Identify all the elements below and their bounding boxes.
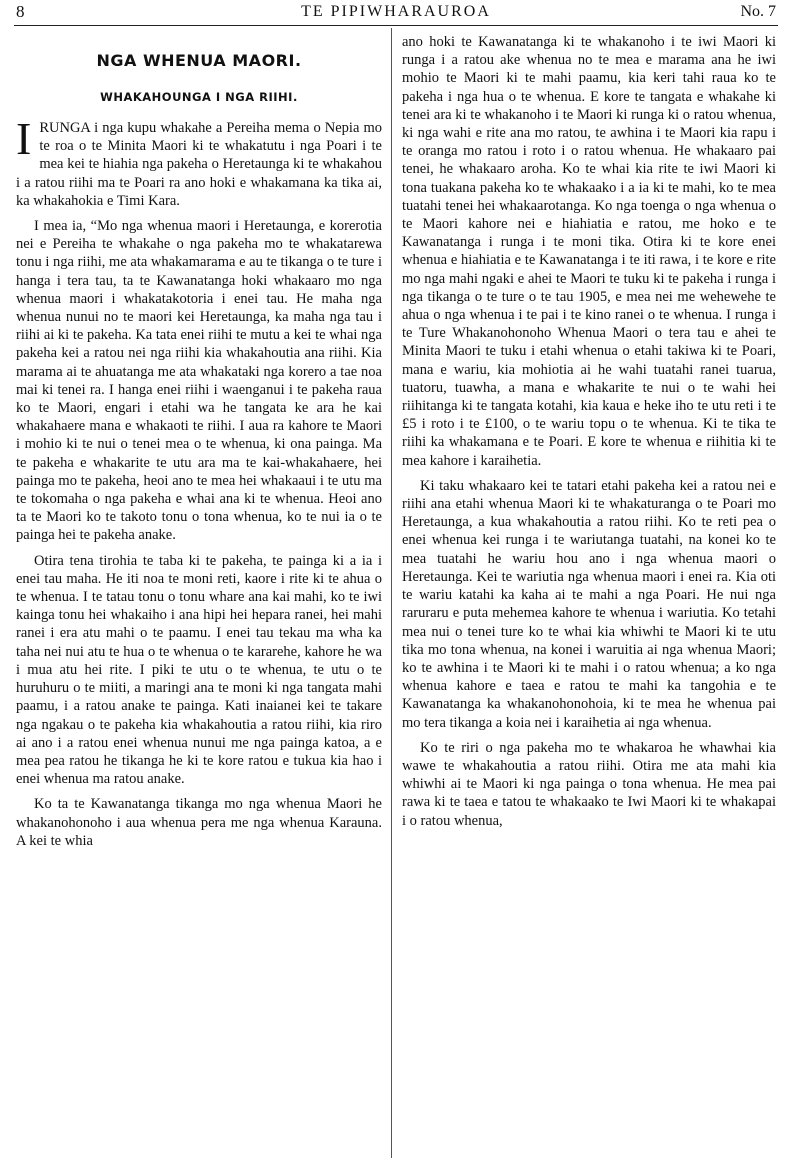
article-subtitle: WHAKAHOUNGA I NGA RIIHI. <box>100 90 298 104</box>
issue-number: No. 7 <box>740 3 776 20</box>
drop-cap: I <box>16 113 32 164</box>
page-header <box>0 0 792 26</box>
paragraph-2: I mea ia, “Mo nga whenua maori i Heretaunga, e korerotia nei e Pereiha te whakahe o nga pakeha mo te whakatarewa tonu i nga riihi, me ata whakamarama e au te tikanga o te ture i hanga i tera tau, ta te Kawanatanga hoki whakaaro mo nga whenua maori i whakatakotoria i enei tau. He maha nga whenua nunui no te maori kei Heretaunga, ka maha nga tau i riihi ai ki te pakeha. Ka tata enei riihi te mutu a kei te whai nga pakeha kei a ratou nei nga riihi kia whakahoutia ana riihi. Kia marama ai te ahuatanga me ata whakataki nga korero a tae noa mai ki tenei ra. I hanga enei riihi i waenganui i te pakeha raua ko te Maori, engari i etahi wa he tangata ke ara he kai whakahaere mana e whakaoti te riihi. I aua ra kahore te Maori i mohio ki te nui o tenei mea o te whenua, ki ona painga. Ma te pakeha e whakarite te utu ara ma te kai-whakahaere, hei painga mo te pakeha, heoi ano te mea hei whakaaui i te utu ma te tokomaha o nga pakeha e whai ana ki te whenua. Heoi ano ta te Maori ko te takoto tonu o tona whenua, ko te nui ia o te painga hei te pakeha anake. <box>16 218 382 544</box>
paragraph-7: Ko te riri o nga pakeha mo te whakaroa he whawhai kia wawe te whakahoutia a ratou riihi. Otira me ata mahi kia whiwhi ai te Maori ki nga painga o tona whenua. He mea pai rawa ki te taea e tatou te whakaako te Iwi Maori ki te whakapai i o ratou whenua, <box>402 739 776 829</box>
paragraph-5: ano hoki te Kawanatanga ki te whakanoho i te iwi Maori ki runga i a ratou ake whenua no te mea e marama ana he iwi mohio te Maori ki te mahi paamu, kia keri tahi raua ko te pakeha i nga hua o te whenua. E kore te tangata e whakahe ki tenei ara ki te whakanoho i te Maori ki runga ki o ratou whenua, ki nga wahi e rite ana mo ratou, te awhina i te Maori kia rapu i te oranga mo ratou i roto i o ratou whenua. He whakaaro pai tenei, he whakaaro aroha. Ko te whai kia rite te iwi Maori ki tona tuakana pakeha ko te whakaako i a ia ki te mahi, ko te mea tuatahi tenei hei whakaarotanga. Ko nga toenga o nga whenua o te Maori kahore nei e hiahiatia e ratou, me hoko e te Kawanatanga i runga i te moni tika. Otira ki te kore enei whenua e hiahiatia e te Kawanatanga i te iti rawa, i te kore e rite mo nga mahi ngaki e ahei te Maori te tuku ki te pakeha i runga i nga tikanga o te ture o te tau 1905, e mea nei me wehewehe te ahua o nga whenua i te pai i te kino ranei o te whenua. I runga i te Ture Whakanohonoho Whenua Maori o tera tau e ahei te Minita Maori te tuku i etahi whenua o etahi takiwa ki te Poari, mana e wariu, kia mohiotia ai he wahi tuatahi ranei tuarua, tuatoru, tuawha, a mana e whakarite te nui o te wahi hei riihitanga ki te tangata kotahi, kia kaua e heke iho te utu reti i te £5 i roto i te £100, o te wariu topu o te whenua. Ki te tika te riihi ka whakamana e te Poari. E kore te whenua e riihitia ki te mea kahore i karaihetia. <box>402 34 776 469</box>
paragraph-4: Ko ta te Kawanatanga tikanga mo nga whenua Maori he whakanohonoho i aua whenua pera me nga whenua Karauna. A kei te whia <box>16 796 382 849</box>
paragraph-6: Ki taku whakaaro kei te tatari etahi pakeha kei a ratou nei e riihi ana etahi whenua Maori ki te whakaturanga o te Poari mo Heretaunga, a kua whakahoutia a ratou riihi. Ko te reti pea o enei whenua kei runga i te wariutanga tuatahi, na konei ko te mea tuatahi he wariu hou ano i nga whenua maori o Heretaunga. Kei te wariutia nga whenua maori i enei ra. Kia oti te wariu katahi ka kaha ai te mahi a nga Poari. He nui nga raruraru e puta mehemea kahore te whenua i wariutia. Ko tetahi mea nui o tenei ture ko te whai kia whiwhi te Maori ki te utu tika mo tona whenua, na konei i waruitia ai nga whenua Maori; ko te awhina i te Maori ki te mahi i o ratou whenua; a ko nga whenua kahore e taea e ratou te mahi ka tangohia e te Kawanatanga ka whakanohonohoia, ki te mea he whenua pai mo tera tikanga a koia nei i karaihetia ai nga whenua. <box>402 477 776 731</box>
page-number: 8 <box>16 2 25 21</box>
header-rule <box>14 25 778 26</box>
paragraph-3: Otira tena tirohia te taba ki te pakeha, te painga ki a ia i enei tau maha. He iti noa te moni reti, kaore i rite ki te ahua o te whenua. I te tatau tonu o tonu whare ana kai mahi, ko te iwi kainga tonu hei whakaiho i ana hipi hei hepara ranei, hei mahi ranei i era atu mahi o te paamu. I enei tau tekau ma wha ka taha nei nui atu te hua o te whenua o te kararehe, kahore he wa i mua atu hei rite. I piki te utu o te whenua, te utu o te huruhuru o te miiti, a maringi ana te moni ki nga tangata mahi paamu, i a ratou anake te painga. Kati inaianei kei te takare nga ngakau o te pakeha kia whakahoutia a ratou riihi, kia riro ai ano i a ratou enei whenua nunui me nga painga katoa, a e mea pea ratou he tikanga he ki te kore ratou e tukua kia hao i enei whenua ma ratou anake. <box>16 552 382 788</box>
paragraph-1 <box>16 113 382 210</box>
paragraph-1-text: RUNGA i nga kupu whakahe a Pereiha mema o Nepia mo te roa o te Minita Maori ki te whakatutu i nga Poari i te mea kei te hiahia nga pakeha o Heretaunga ki te whakahou i a ratou riihi ma te Poari ra ano hoki e whakamana ka tika ai, ka whakahokia e Timi Kara. <box>16 120 382 209</box>
left-column <box>16 33 382 857</box>
column-divider <box>391 28 392 1158</box>
masthead-title: TE PIPIWHARAUROA <box>301 3 491 20</box>
article-title: NGA WHENUA MAORI. <box>96 51 302 70</box>
right-column <box>402 33 776 837</box>
